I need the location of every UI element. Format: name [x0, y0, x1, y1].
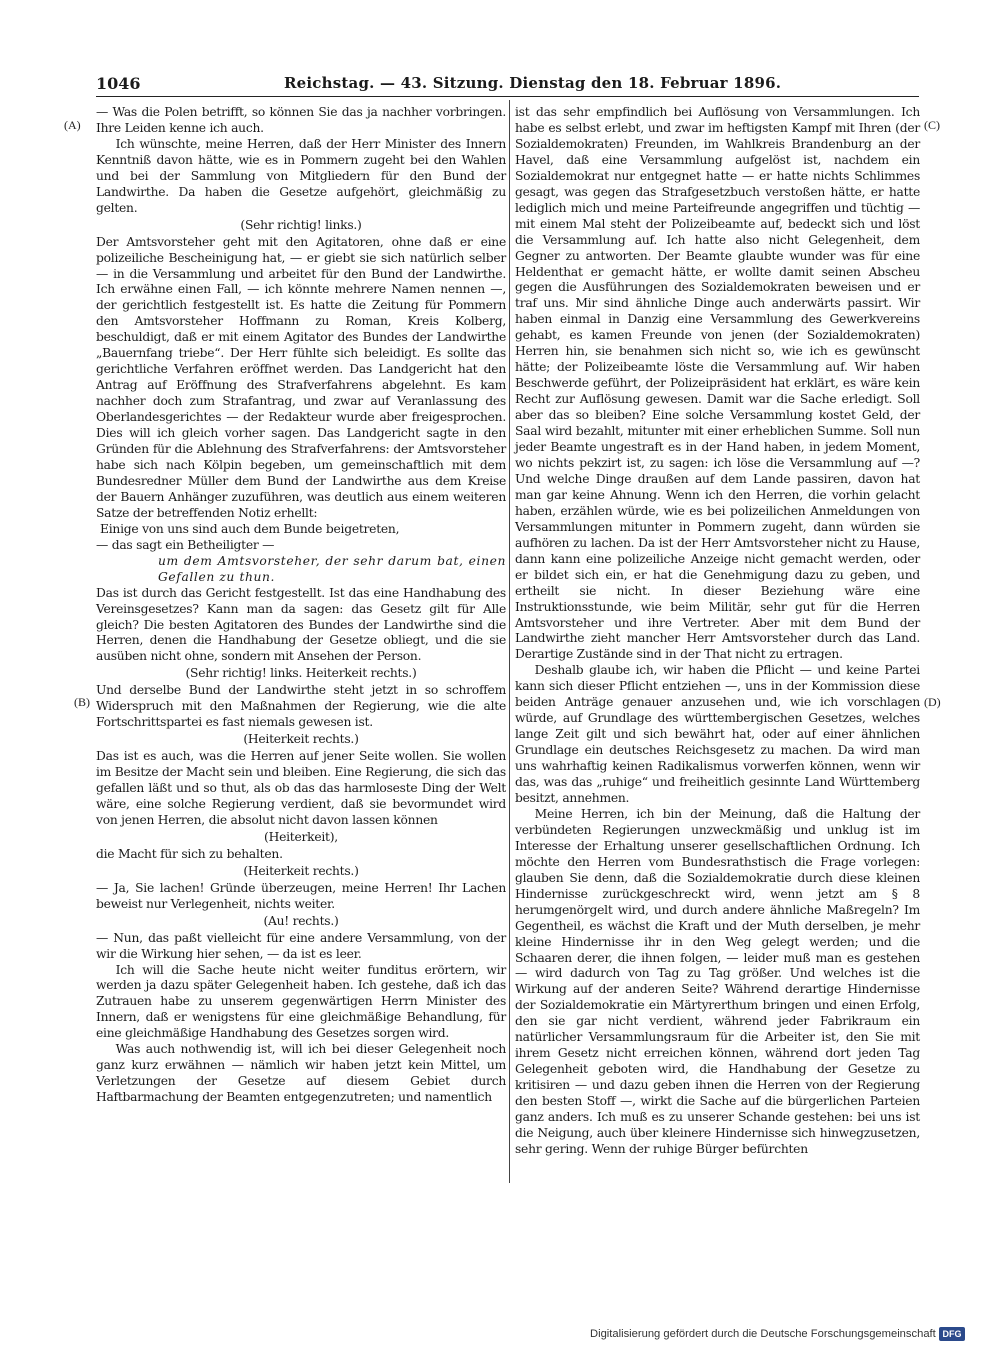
paragraph: ist das sehr empfindlich bei Auflösung von Versammlungen. Ich habe es selbst erlebt, und zwar im heftigsten Kampf mit Ihren (der Sozialdemokraten) Freunden, im Wahlkreis Brandenburg an der Havel, daß eine Versammlung aufgelöst ist, nachdem ein Sozialdemokrat nur entgegnet hatte — er hatte nichts Schlimmes gesagt, was gegen das Strafgesetzbuch verstoßen hätte, er hatte lediglich mich und meine Parteifreunde angegriffen und tüchtig — mit einem Mal steht der Polizeibeamte auf, bedeckt sich und löst die Versammlung auf. Ich hatte also nicht Gelegenheit, dem Gegner zu antworten. Der Beamte glaubte wunder was für eine Heldenthat er gemacht hätte, er wollte damit seinen Abscheu gegen die Ausführungen des Sozialdemokraten beweisen und er traf uns. Mir sind ähnliche Dinge auch anderwärts passirt. Wir haben einmal in Danzig eine Versammlung des Gewerkvereins gehabt, es kamen Freunde von jenen (der Sozialdemokraten) Herren hin, sie benahmen sich nicht so, wie ich es gewünscht hätte; der Polizeibeamte löste die Versammlung auf. Wir haben Beschwerde geführt, der Polizeipräsident hat erklärt, es wäre kein Recht zur Auflösung gewesen. Damit war die Sache erledigt. Soll aber das so bleiben? Eine solche Versammlung kostet Geld, der Saal wird bezahlt, mitunter mit einer erheblichen Summe. Soll nun jeder Beamte ungestraft es in der Hand haben, in jedem Moment, wo nichts pekzirt ist, zu sagen: ich löse die Versammlung auf —? Und welche Dinge draußen auf dem Lande passiren, davon hat man gar keine Ahnung. Wenn ich den Herren, die vorhin gelacht haben, erzählen würde, wie es bei polizeilichen Anmeldungen von Versammlungen mitunter in Pommern zugeht, dann würden sie aufhören zu lachen. Da ist der Herr Amtsvorsteher nicht zu Hause, dann kann eine polizeiliche Anzeige nicht gemacht werden, oder er bildet sich ein, er hat die Genehmigung dazu zu geben, und ertheilt sie nicht. In dieser Beziehung wäre eine Instruktionsstunde, wie beim Militär, sehr gut für die Herren Amtsvorsteher und ihre Vertreter. Aber mit dem Bund der Landwirthe zieht mancher Herr Amtsvorsteher durch das Land. Derartige Zustände sind in der That nicht zu ertragen.: [515, 105, 920, 662]
dfg-logo: DFG: [939, 1327, 965, 1341]
paragraph: Der Amtsvorsteher geht mit den Agitatoren, ohne daß er eine polizeiliche Bescheinigung hat, — er giebt sie sich natürlich selber — in die Versammlung und arbeitet für den Bund der Landwirthe. Ich erwähne einen Fall, — ich könnte mehrere Namen nennen —, der gerichtlich festgestellt ist. Es hatte die Zeitung für Pommern den Amtsvorsteher Hoffmann zu Roman, Kreis Kolberg, beschuldigt, daß er mit einem Agitator des Bundes der Landwirthe „Bauernfang triebe“. Der Herr fühlte sich beleidigt. Es sollte das gerichtliche Verfahren eröffnet werden. Das Landgericht hat den Antrag auf Eröffnung des Strafverfahrens abgelehnt. Es kam nachher doch zum Strafantrag, und zwar auf Veranlassung des Oberlandesgerichtes — der Redakteur wurde aber freigesprochen. Dies will ich gleich vorher sagen. Das Landgericht sagte in den Gründen für die Ablehnung des Strafverfahrens: der Amtsvorsteher habe sich nach Kölpin begeben, um gemeinschaftlich mit dem Bundesredner Müller dem Bund der Landwirthe aus dem Kreise der Bauern Anhänger zuzuführen, was deutlich aus einem weiteren Satze der betreffenden Notiz erhellt:: [96, 234, 506, 520]
paragraph: Das ist durch das Gericht festgestellt. Ist das eine Handhabung des Vereinsgesetzes? Kann man da sagen: das Gesetz gilt für Alle gleich? Die besten Agitatoren des Bundes der Landwirthe sind die Herren, denen die Handhabung der Gesetze obliegt, und die sie ausüben nicht ohne, sondern mit Ansehen der Person.: [96, 585, 506, 664]
paragraph: Was auch nothwendig ist, will ich bei dieser Gelegenheit noch ganz kurz erwähnen — nämlich wir haben jetzt kein Mittel, um Verletzungen der Gesetze auf diesem Gebiet durch Haftbarmachung der Beamten entgegenzutreten; und namentlich: [96, 1042, 506, 1105]
margin-marker-a: (A): [64, 118, 81, 132]
footer-credit: [590, 1326, 960, 1344]
paragraph: — Nun, das paßt vielleicht für eine andere Versammlung, von der wir die Wirkung hier sehen, — da ist es leer.: [96, 930, 506, 961]
interjection: (Sehr richtig! links. Heiterkeit rechts.): [185, 666, 417, 681]
paragraph: — Was die Polen betrifft, so können Sie das ja nachher vorbringen. Ihre Leiden kenne ich auch.: [96, 105, 506, 135]
credit-text: Digitalisierung gefördert durch die Deutsche Forschungsgemeinschaft: [590, 1328, 936, 1340]
quotation: Einige von uns sind auch dem Bunde beigetreten,: [100, 521, 400, 536]
interjection: (Heiterkeit rechts.): [243, 732, 359, 747]
paragraph: Deshalb glaube ich, wir haben die Pflicht — und keine Partei kann sich dieser Pflicht entziehen —, uns in der Kommission diese beiden Anträge genauer anzusehen und, wie ich vorschlagen würde, auf Grundlage des württembergischen Gesetzes, welches lange Zeit gilt und sich bewährt hat, oder auf einer ähnlichen Grundlage ein deutsches Reichsgesetz zu machen. Da wird man uns wahrhaftig keinen Radikalismus vorwerfen können, wenn wir das, was das „ruhige“ und freiheitlich gesinnte Land Württemberg besitzt, annehmen.: [515, 663, 920, 805]
interjection: (Sehr richtig! links.): [240, 217, 362, 232]
quotation: um dem Amtsvorsteher, der sehr darum bat, einen Gefallen zu thun.: [158, 553, 506, 584]
right-text-column: [515, 105, 920, 1158]
paragraph: — das sagt ein Betheiligter —: [96, 537, 275, 552]
paragraph: Das ist es auch, was die Herren auf jener Seite wollen. Sie wollen im Besitze der Macht sein und bleiben. Eine Regierung, die sich das gefallen läßt und so thut, als ob das das harmloseste Ding der Welt wäre, eine solche Regierung verdient, daß sie bevormundet wird von jenen Herren, die absolut nicht davon lassen können: [96, 749, 506, 827]
margin-marker-c: (C): [924, 118, 940, 132]
paragraph: — Ja, Sie lachen! Gründe überzeugen, meine Herren! Ihr Lachen beweist nur Verlegenheit, nichts weiter.: [96, 880, 506, 911]
paragraph: Meine Herren, ich bin der Meinung, daß die Haltung der verbündeten Regierungen unzweckmäßig und unklug ist im Interesse der Erhaltung unserer gesellschaftlichen Ordnung. Ich möchte den Herren vom Bundesrathstisch die Frage vorlegen: glauben Sie denn, daß die Sozialdemokratie durch diese kleinen Hindernisse zurückgeschreckt wird, wenn jetzt am § 8 herumgenörgelt wird, und durch andere ähnliche Maßregeln? Im Gegentheil, es wächst die Kraft und der Muth derselben, je mehr kleine Hindernisse ihr in den Weg gelegt werden; und die Schaaren derer, die ihnen folgen, — leider muß man es gestehen — wird dadurch von Tag zu Tag größer. Und welches ist die Wirkung auf der anderen Seite? Während derartige Hindernisse der Sozialdemokratie ein Märtyrerthum bringen und einen Erfolg, den sie gar nicht verdient, während jeder Fabrikraum ein natürlicher Versammlungsraum für die Arbeiter ist, den Sie mit ihrem Gesetz nicht erreichen können, während dort jeden Tag Gelegenheit geboten wird, die Handhabung der Gesetze zu kritisiren — und dazu geben ihnen die Herren von der Regierung den besten Stoff —, wirkt die Sache auf die bürgerlichen Parteien ganz anders. Ich muß es zu unserer Schande gestehen: bei uns ist die Neigung, auch über kleinere Hindernisse sich hinwegzusetzen, sehr gering. Wenn der ruhige Bürger befürchten: [515, 806, 920, 1156]
interjection: (Heiterkeit rechts.): [243, 863, 359, 878]
left-text-column: [96, 105, 506, 1106]
page-number: 1046: [96, 74, 141, 93]
margin-marker-d: (D): [924, 695, 941, 709]
paragraph: Und derselbe Bund der Landwirthe steht jetzt in so schroffem Widerspruch mit den Maßnahmen der Regierung, wie die alte Fortschrittspartei es fast niemals gewesen ist.: [96, 683, 506, 730]
interjection: (Heiterkeit),: [264, 829, 338, 844]
column-divider: [509, 100, 510, 1183]
margin-marker-b: (B): [74, 695, 90, 709]
paragraph: die Macht für sich zu behalten.: [96, 846, 283, 861]
page-header: [96, 74, 919, 97]
interjection: (Au! rechts.): [263, 913, 339, 928]
paragraph: Ich wünschte, meine Herren, daß der Herr Minister des Innern Kenntniß davon hätte, wie es in Pommern zugeht bei den Wahlen und bei der Sammlung von Mitgliedern für den Bund der Landwirthe. Da haben die Gesetze aufgehört, gleichmäßig zu gelten.: [96, 136, 506, 215]
running-head: Reichstag. — 43. Sitzung. Dienstag den 18. Februar 1896.: [284, 74, 782, 92]
paragraph: Ich will die Sache heute nicht weiter funditus erörtern, wir werden ja dazu später Gelegenheit haben. Ich gestehe, daß ich das Zutrauen habe zu unserem gegenwärtigen Herrn Minister des Innern, daß er wenigstens für eine gleichmäßige Behandlung, für eine gleichmäßige Handhabung des Gesetzes sorgen wird.: [96, 962, 506, 1041]
